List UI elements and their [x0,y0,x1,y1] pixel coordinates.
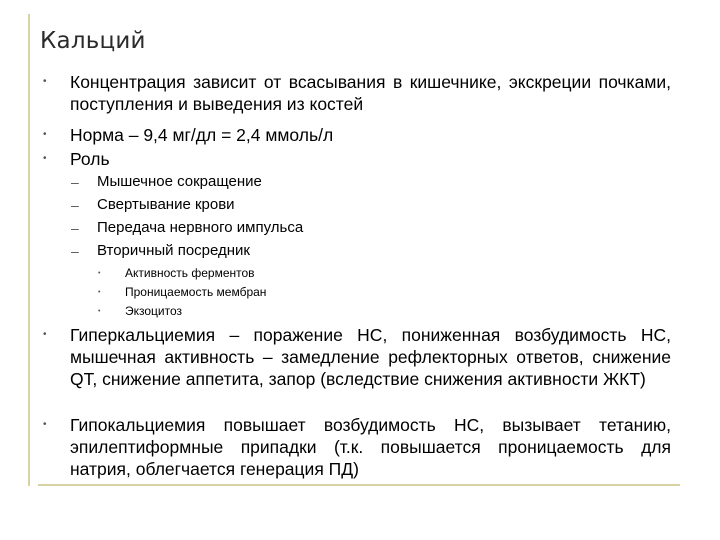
list-item-hypercalcemia [43,324,671,390]
dash-bullet-icon: – [71,243,79,259]
bullet-icon: • [43,129,47,140]
dash-bullet-icon: – [71,174,79,190]
bullet-icon: • [43,153,47,164]
list-item-membrane-permeability [98,285,625,300]
list-item-blood-clotting [71,196,657,214]
slide-title: Кальций [40,28,146,54]
list-item-muscle-contraction [71,173,657,191]
bullet-icon: • [43,419,47,430]
list-item-concentration [43,71,671,115]
bullet-icon: • [98,270,101,277]
frame-vertical-line [28,14,30,486]
list-item-text: Передача нервного импульса [97,219,304,236]
list-item-enzyme-activity [98,266,625,281]
bullet-icon: • [98,289,101,296]
bullet-icon: • [43,329,47,340]
list-item-text: Гиперкальциемия – поражение НС, пониженная возбудимость НС, мышечная активность – замедление рефлекторных ответов, снижение QT, снижение аппетита, запор (вследствие снижения активности ЖКТ) [70,325,671,389]
dash-bullet-icon: – [71,220,79,236]
frame-horizontal-line [38,484,680,486]
list-item-norm [43,124,671,146]
list-item-role [43,148,671,170]
list-item-text: Концентрация зависит от всасывания в кишечнике, экскреции почками, поступления и выведения из костей [70,72,671,114]
list-item-text: Активность ферментов [125,266,255,280]
dash-bullet-icon: – [71,197,79,213]
list-item-nerve-impulse [71,219,657,237]
list-item-text: Гипокальциемия повышает возбудимость НС, вызывает тетанию, эпилептиформные припадки (т.к. повышается проницаемость для натрия, облегчается генерация ПД) [70,415,671,479]
list-item-second-messenger [71,242,657,260]
list-item-text: Норма – 9,4 мг/дл = 2,4 ммоль/л [70,125,334,145]
bullet-icon: • [43,76,47,87]
list-item-text: Экзоцитоз [125,304,183,318]
list-item-hypocalcemia [43,414,671,480]
list-item-text: Проницаемость мембран [125,285,267,299]
list-item-text: Роль [70,149,110,169]
list-item-text: Вторичный посредник [97,242,250,259]
list-item-text: Свертывание крови [97,196,235,213]
list-item-exocytosis [98,304,625,319]
list-item-text: Мышечное сокращение [97,173,262,190]
bullet-icon: • [98,308,101,315]
